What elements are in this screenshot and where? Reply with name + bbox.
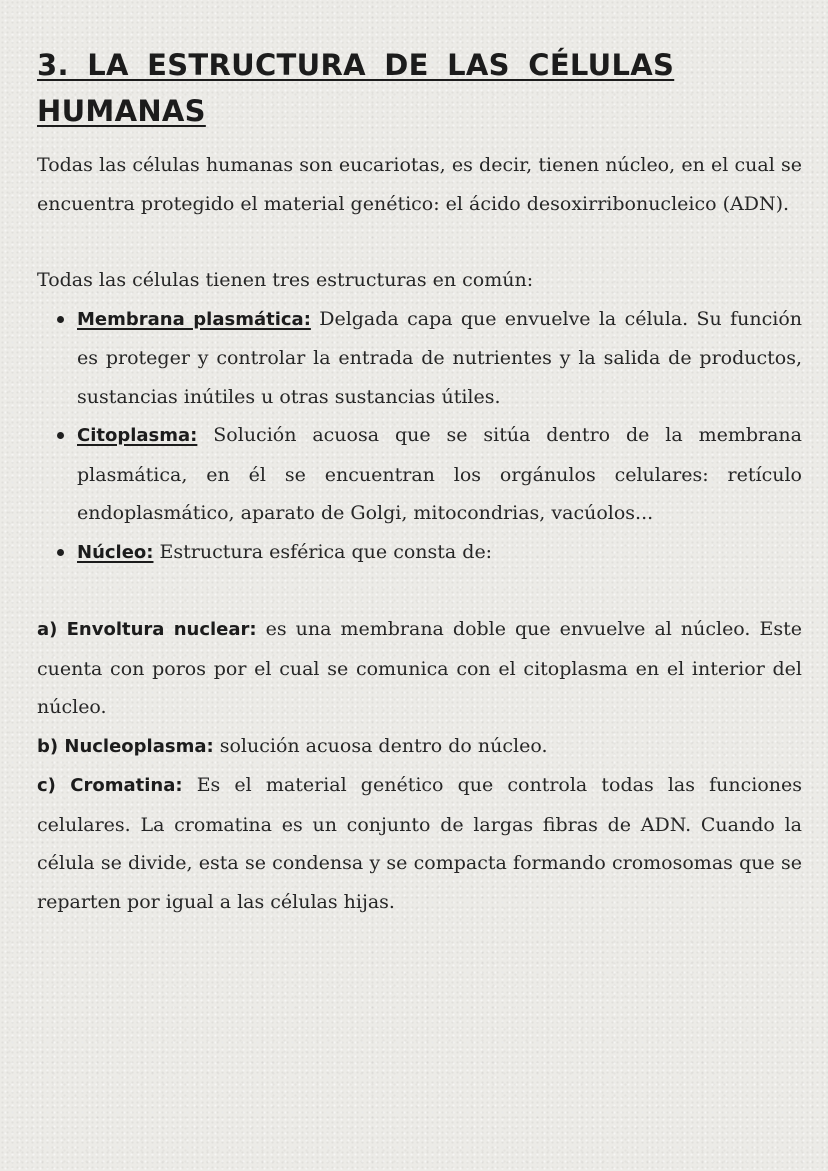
bullet-icon xyxy=(57,316,64,323)
part-description: Es el material genético que controla todas las funciones celulares. La cromatina es un conjunto de largas fibras de ADN. Cuando la célula se divide, esta se condensa y se compacta formando cromosomas que se reparten por igual a las células hijas. xyxy=(37,774,803,913)
structure-item-nucleus xyxy=(37,533,802,573)
structures-list xyxy=(37,300,802,573)
structure-term: Citoplasma: xyxy=(77,425,198,446)
nucleus-parts xyxy=(37,610,802,921)
structure-description: Solución acuosa que se sitúa dentro de la membrana plasmática, en él se encuentran los orgánulos celulares: retículo endoplasmático, aparato de Golgi, mitocondrias, vacúolos... xyxy=(77,424,802,524)
part-term: a) Envoltura nuclear: xyxy=(37,619,257,640)
structure-item-membrane xyxy=(37,300,802,417)
structure-description: Estructura esférica que consta de: xyxy=(159,540,493,563)
structure-term: Membrana plasmática: xyxy=(77,308,311,330)
nucleus-part-nucleoplasm xyxy=(37,727,802,767)
nucleus-part-envelope xyxy=(37,610,802,727)
nucleus-part-chromatin xyxy=(37,766,802,921)
bullet-icon xyxy=(57,549,64,556)
structure-description: Delgada capa que envuelve la célula. Su función es proteger y controlar la entrada de nutrientes y la salida de productos, sustancias inútiles u otras sustancias útiles. xyxy=(77,307,802,408)
structure-item-cytoplasm xyxy=(37,416,802,533)
part-term: b) Nucleoplasma: xyxy=(37,735,214,757)
part-description: solución acuosa dentro do núcleo. xyxy=(219,734,548,757)
structure-term: Núcleo: xyxy=(77,541,154,563)
structures-intro: Todas las células tienen tres estructuras en común: xyxy=(37,269,534,291)
part-description: es una membrana doble que envuelve al núcleo. Este cuenta con poros por el cual se comunica con el citoplasma en el interior del núcleo. xyxy=(37,618,802,718)
intro-paragraph: Todas las células humanas son eucariotas, es decir, tienen núcleo, en el cual se encuentra protegido el material genético: el ácido desoxirribonucleico (ADN). xyxy=(37,154,802,215)
page-title: 3. LA ESTRUCTURA DE LAS CÉLULAS HUMANAS xyxy=(37,48,675,128)
bullet-icon xyxy=(57,432,64,439)
part-term: c) Cromatina: xyxy=(37,775,183,796)
